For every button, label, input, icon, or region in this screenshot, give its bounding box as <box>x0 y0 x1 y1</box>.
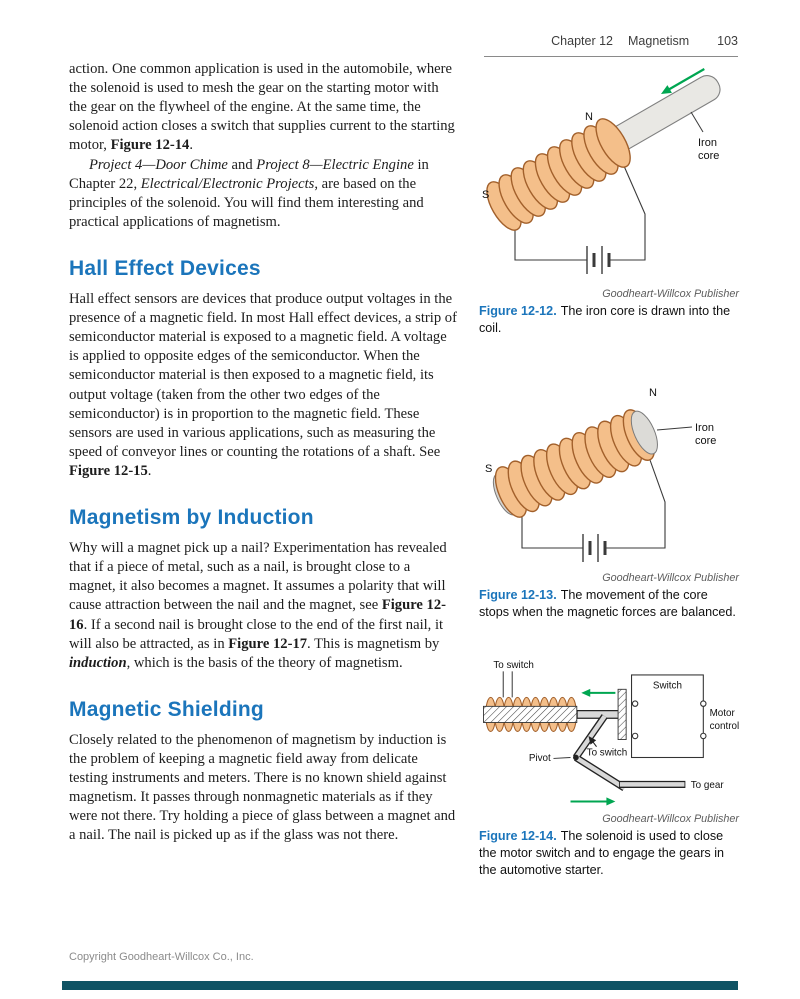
intro-paragraph-1: action. One common application is used in the automobile, where the solenoid is used to mesh the gear on the starting motor with the gear on the flywheel of the engine. At the same time, the solenoid action closes a switch that supplies current to the starting motor, Figure 12-14. <box>69 61 455 154</box>
header-book-title: Magnetism <box>628 34 690 48</box>
footer-bar <box>62 981 738 990</box>
figure-caption-text: The iron core is drawn into the coil. <box>479 304 731 336</box>
figure-12-14 <box>479 657 741 880</box>
battery-symbol <box>583 534 605 562</box>
figure-column <box>479 64 741 879</box>
motor-control-label-line2: control <box>709 720 740 732</box>
figure-label: Figure 12-12. <box>479 304 557 318</box>
header-chapter: Chapter 12 <box>551 34 613 48</box>
coil-lead-wires <box>503 671 512 697</box>
figure-12-13-diagram <box>479 370 741 570</box>
hall-effect-paragraph: Hall effect sensors are devices that produce output voltages in the presence of a magnetic field. In most Hall effect devices, a strip of semiconductor material is exposed to a magnetic field. A voltage is applied to opposite edges of the semiconductor. When the semiconductor material is then exposed to a magnetic field, its output voltage (taken from the other two edges of the semiconductor) is in proportion to the magnetic field. These sensors are used in various applications, such as measuring the speed of conveyor lines or counting the rotations of a shaft. See Figure 12-15. <box>69 290 457 479</box>
footer-copyright: Copyright Goodheart-Willcox Co., Inc. <box>69 951 254 963</box>
iron-core-label: Iron <box>698 137 717 149</box>
to-switch-top-label: To switch <box>493 659 534 671</box>
figure-caption-text: The movement of the core stops when the magnetic forces are balanced. <box>479 588 736 620</box>
figure-12-12 <box>479 64 741 337</box>
figure-12-12-diagram <box>479 64 741 286</box>
pivot-point <box>573 754 579 760</box>
pivot-leader-line <box>553 757 570 758</box>
switch-contacts <box>632 700 637 738</box>
iron-core-label: Iron <box>695 422 714 435</box>
switch-label: Switch <box>652 679 682 691</box>
south-pole-label: S <box>482 189 490 201</box>
motor-control-label: Motor <box>709 707 735 719</box>
figure-12-13 <box>479 370 741 621</box>
gear-motion-arrow <box>571 797 616 805</box>
heading-magnetism-by-induction: Magnetism by Induction <box>69 506 314 530</box>
figure-credit: Goodheart-Willcox Publisher <box>602 812 739 825</box>
iron-core-label-line2: core <box>695 435 717 448</box>
figure-credit: Goodheart-Willcox Publisher <box>602 572 739 585</box>
heading-magnetic-shielding: Magnetic Shielding <box>69 697 264 721</box>
iron-core-leader-line <box>691 112 703 132</box>
contact-pusher-bar <box>618 689 626 739</box>
figure-caption-text: The solenoid is used to close the motor switch and to engage the gears in the automotive starter. <box>479 828 725 878</box>
solenoid-coil <box>480 114 637 236</box>
battery-symbol <box>587 246 609 274</box>
figure-label: Figure 12-14. <box>479 828 557 843</box>
induction-paragraph: Why will a magnet pick up a nail? Experimentation has revealed that if a piece of metal, such as a nail, is brought close to a magnet, it also becomes a magnet. It assumes a polarity that will cause attraction between the nail and the magnet, see Figure 12-16. If a second nail is brought close to the end of the first nail, it will also be attracted, as in Figure 12-17. This is magnetism by induction, which is the basis of the theory of magnetism. <box>69 540 447 671</box>
iron-core-label-line2: core <box>698 150 720 162</box>
intro-paragraph-2: Project 4—Door Chime and Project 8—Electric Engine in Chapter 22, Electrical/Electronic Projects, are based on the principles of the solenoid. You will find them interesting and practical applications of magnetism. <box>69 156 429 230</box>
header-page-number: 103 <box>717 34 738 48</box>
figure-caption <box>479 303 741 337</box>
plunger-motion-arrow <box>581 688 615 696</box>
page-header <box>484 34 738 57</box>
figure-caption <box>479 587 741 621</box>
to-gear-label: To gear <box>690 779 724 791</box>
north-pole-label: N <box>649 387 657 400</box>
coil-core-bar <box>483 706 576 722</box>
figure-credit: Goodheart-Willcox Publisher <box>602 288 739 300</box>
shielding-paragraph: Closely related to the phenomenon of magnetism by induction is the problem of keeping a magnetic field away from delicate testing instruments and meters. There is no known shield against magnetism. It passes through nonmagnetic materials as if they were not there. Try holding a piece of glass between a magnet and a nail. The nail is picked up as if the glass was not there. <box>69 731 456 844</box>
figure-caption <box>479 828 741 879</box>
to-switch-mid-label: To switch <box>586 747 628 759</box>
iron-core-leader-line <box>657 427 692 430</box>
south-pole-label: S <box>485 463 493 476</box>
pivot-label: Pivot <box>528 752 551 764</box>
figure-12-14-diagram <box>479 657 741 811</box>
north-pole-label: N <box>585 111 593 123</box>
heading-hall-effect-devices: Hall Effect Devices <box>69 256 261 280</box>
main-text-column <box>69 60 458 846</box>
figure-label: Figure 12-13. <box>479 588 557 603</box>
